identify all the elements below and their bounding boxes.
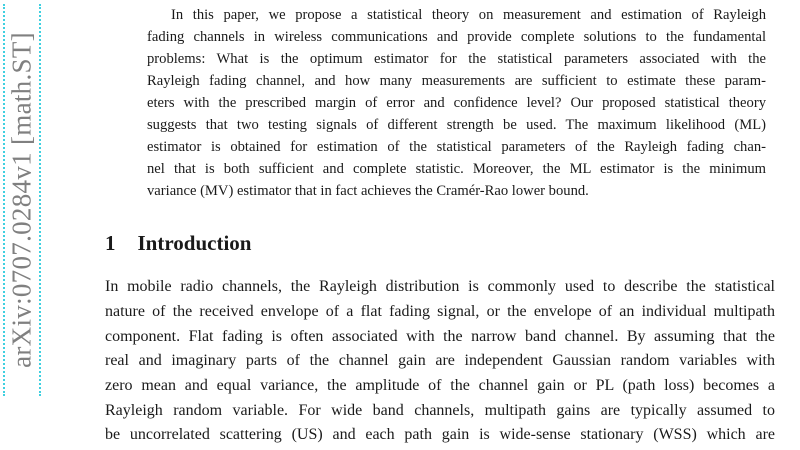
abstract-line: nel that is both sufficient and complete statistic. Moreover, the ML estimator is the minimum	[147, 161, 766, 177]
body-line: real and imaginary parts of the channel gain are independent Gaussian random variables with	[105, 352, 775, 369]
section-title: Introduction	[137, 231, 252, 255]
body-line: nature of the received envelope of a flat fading signal, or the envelope of an individual multipath	[105, 303, 775, 320]
section-heading	[105, 231, 251, 256]
body-line: In mobile radio channels, the Rayleigh distribution is commonly used to describe the statistical	[105, 278, 775, 295]
abstract-line: suggests that two testing signals of different strength be used. The maximum likelihood (ML)	[147, 117, 766, 133]
arxiv-id: arXiv:0707.0284v1 [math.ST]	[6, 32, 37, 368]
abstract-line: problems: What is the optimum estimator for the statistical parameters associated with the	[147, 51, 766, 67]
abstract-line: fading channels in wireless communications and provide complete solutions to the fundamental	[147, 29, 766, 45]
body-line: Rayleigh random variable. For wide band channels, multipath gains are typically assumed to	[105, 402, 775, 419]
abstract-line: variance (MV) estimator that in fact achieves the Cramér-Rao lower bound.	[147, 183, 589, 199]
body-line: be uncorrelated scattering (US) and each path gain is wide-sense stationary (WSS) which are	[105, 426, 775, 443]
arxiv-stamp	[3, 4, 41, 396]
abstract-line: Rayleigh fading channel, and how many measurements are sufficient to estimate these param-	[147, 73, 766, 89]
abstract-line: eters with the prescribed margin of error and confidence level? Our proposed statistical theory	[147, 95, 766, 111]
abstract-line: In this paper, we propose a statistical theory on measurement and estimation of Rayleigh	[171, 7, 766, 23]
abstract-line: estimator is obtained for estimation of the statistical parameters of the Rayleigh fading chan-	[147, 139, 766, 155]
section-number: 1	[105, 231, 116, 255]
body-line: component. Flat fading is often associated with the narrow band channel. By assuming that the	[105, 328, 775, 345]
body-line: zero mean and equal variance, the amplitude of the channel gain or PL (path loss) becomes a	[105, 377, 775, 394]
